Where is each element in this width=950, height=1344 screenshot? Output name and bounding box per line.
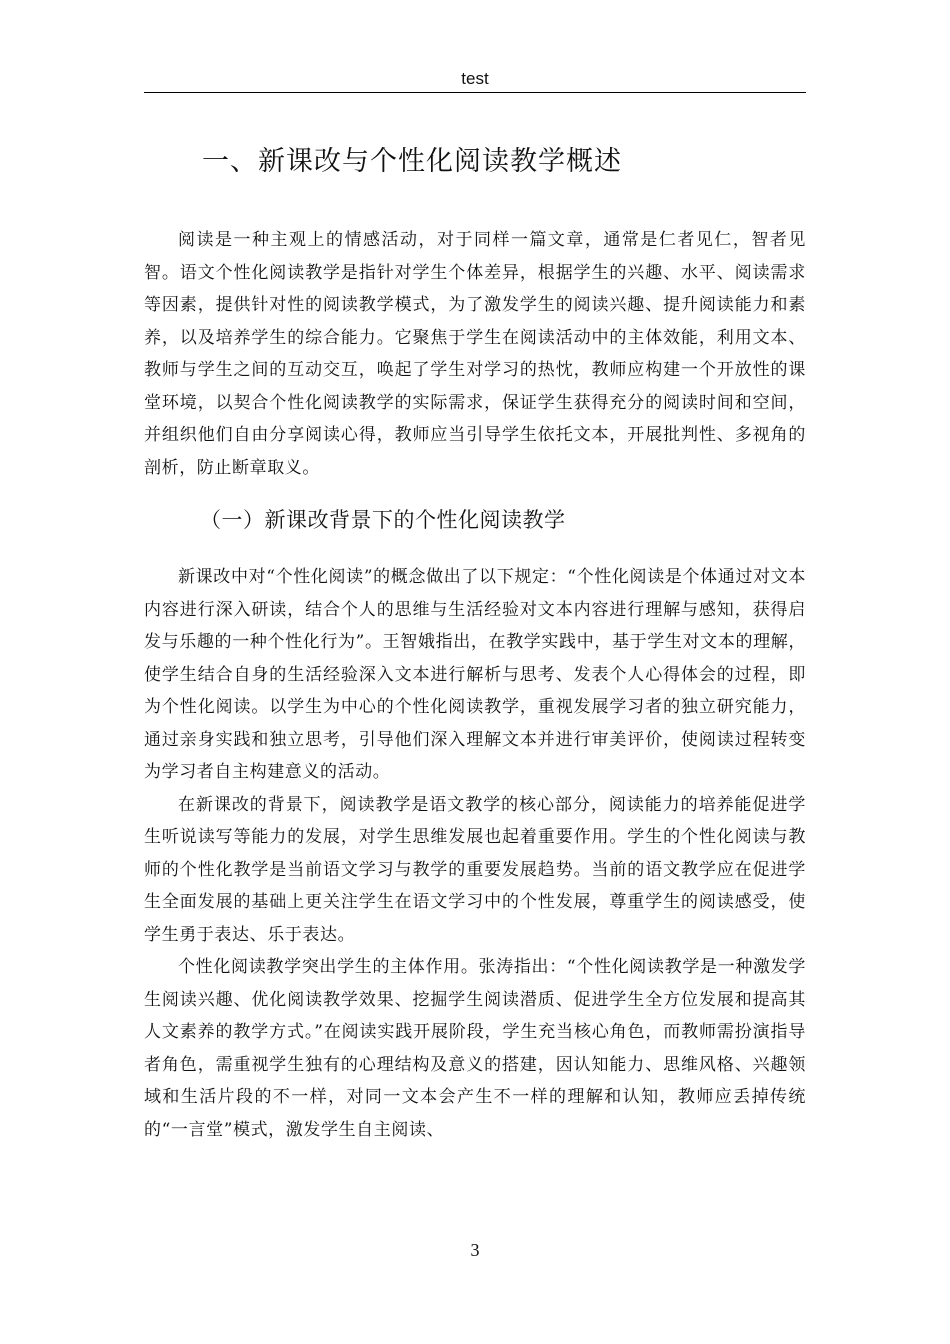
section-paragraph: 阅读是一种主观上的情感活动，对于同样一篇文章，通常是仁者见仁，智者见智。语文个性化阅读教学是指针对学生个体差异，根据学生的兴趣、水平、阅读需求等因素，提供针对性的阅读教学模式，为了激发学生的阅读兴趣、提升阅读能力和素养，以及培养学生的综合能力。它聚焦于学生在阅读活动中的主体效能，利用文本、教师与学生之间的互动交互，唤起了学生对学习的热忱，教师应构建一个开放性的课堂环境，以契合个性化阅读教学的实际需求，保证学生获得充分的阅读时间和空间，并组织他们自由分享阅读心得，教师应当引导学生依托文本，开展批判性、多视角的剖析，防止断章取义。 [144, 230, 806, 478]
subsection-paragraph-3: 个性化阅读教学突出学生的主体作用。张涛指出：“个性化阅读教学是一种激发学生阅读兴趣、优化阅读教学效果、挖掘学生阅读潜质、促进学生全方位发展和提高其人文素养的教学方式。”在阅读实践开展阶段，学生充当核心角色，而教师需扮演指导者角色，需重视学生独有的心理结构及意义的搭建，因认知能力、思维风格、兴趣领域和生活片段的不一样，对同一文本会产生不一样的理解和认知，教师应丢掉传统的“一言堂”模式，激发学生自主阅读、 [144, 957, 806, 1140]
header-title: test [461, 69, 489, 88]
page-header [144, 66, 806, 93]
document-body [144, 136, 806, 1146]
section-title: 一、新课改与个性化阅读教学概述 [202, 146, 622, 177]
page-number: 3 [470, 1240, 480, 1260]
subsection-title: （一）新课改背景下的个性化阅读教学 [200, 508, 566, 532]
subsection-paragraph-2: 在新课改的背景下，阅读教学是语文教学的核心部分，阅读能力的培养能促进学生听说读写等能力的发展，对学生思维发展也起着重要作用。学生的个性化阅读与教师的个性化教学是当前语文学习与教学的重要发展趋势。当前的语文教学应在促进学生全面发展的基础上更关注学生在语文学习中的个性发展，尊重学生的阅读感受，使学生勇于表达、乐于表达。 [144, 794, 806, 945]
subsection-paragraph-1: 新课改中对“个性化阅读”的概念做出了以下规定：“个性化阅读是个体通过对文本内容进行深入研读，结合个人的思维与生活经验对文本内容进行理解与感知，获得启发与乐趣的一种个性化行为”。王智娥指出，在教学实践中，基于学生对文本的理解，使学生结合自身的生活经验深入文本进行解析与思考、发表个人心得体会的过程，即为个性化阅读。以学生为中心的个性化阅读教学，重视发展学习者的独立研究能力，通过亲身实践和独立思考，引导他们深入理解文本并进行审美评价，使阅读过程转变为学习者自主构建意义的活动。 [144, 567, 806, 782]
